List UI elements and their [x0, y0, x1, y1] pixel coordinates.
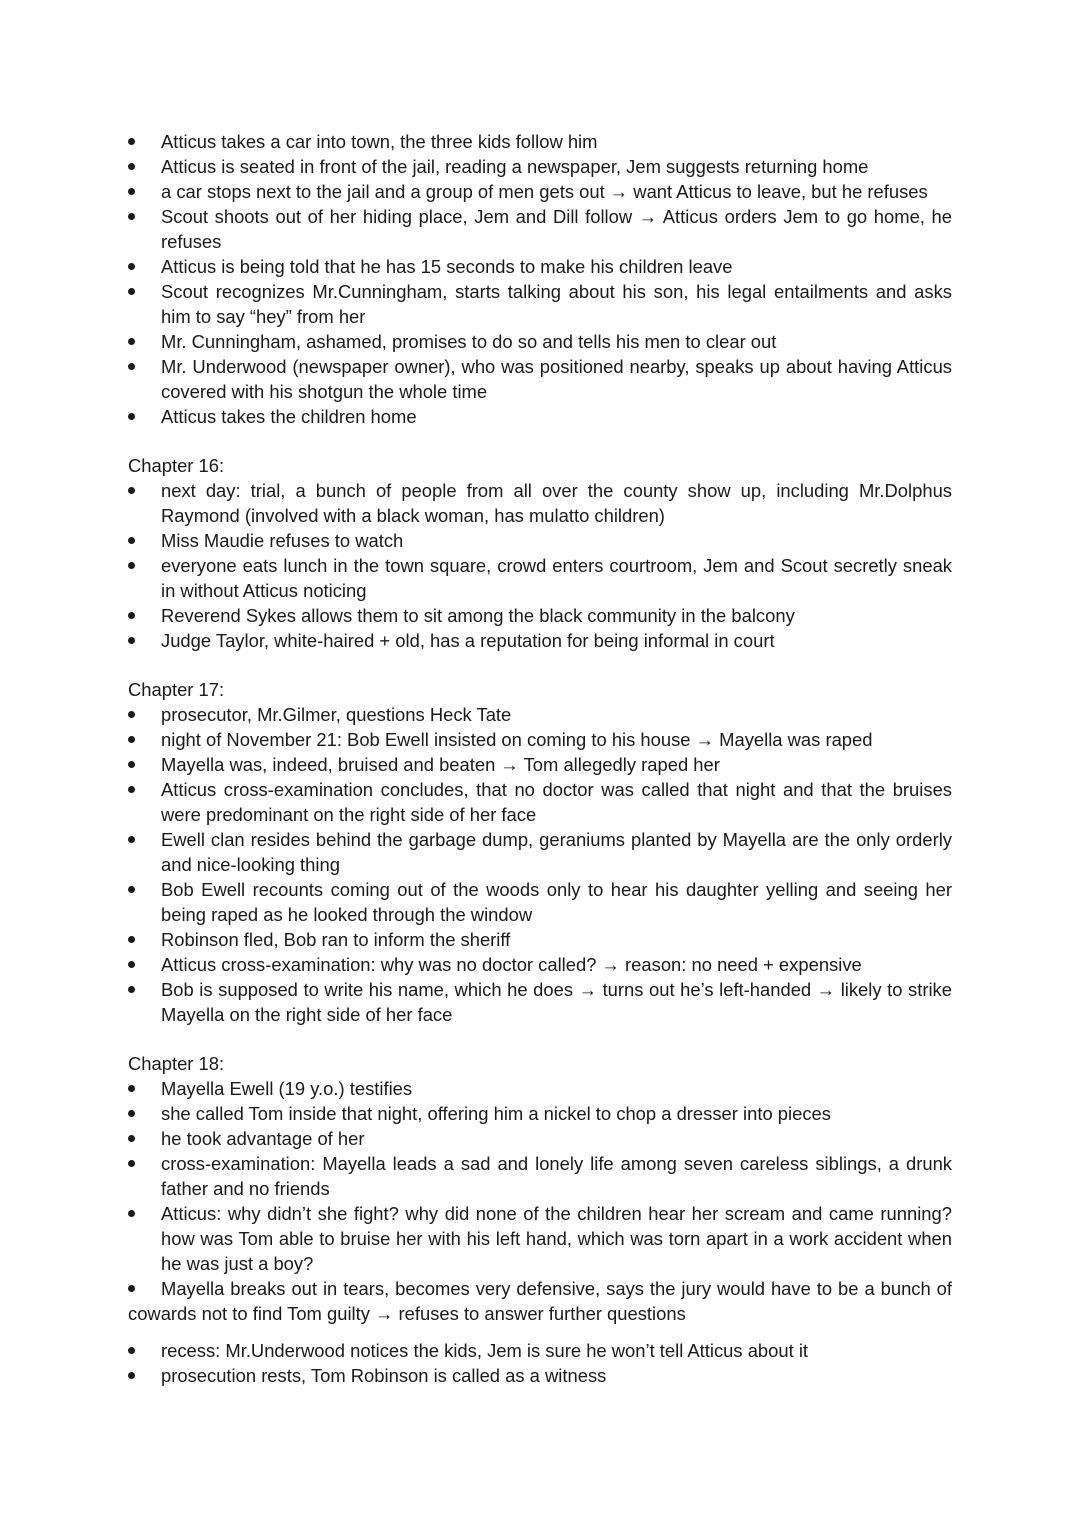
- bullet-icon: [128, 213, 135, 220]
- list-item: [0, 752, 1080, 777]
- list-item: [0, 603, 1080, 628]
- list-item: [0, 702, 1080, 727]
- section-chapter-17: [0, 677, 1080, 1027]
- list-item-text: prosecutor, Mr.Gilmer, questions Heck Tate: [161, 704, 512, 725]
- list-item-text: night of November 21: Bob Ewell insisted on coming to his house → Mayella was raped: [161, 729, 873, 750]
- bullet-icon: [128, 786, 135, 793]
- bullet-icon: [128, 1372, 135, 1379]
- list-item: [0, 154, 1080, 179]
- bullet-list: [0, 1076, 1080, 1326]
- spacer: [0, 429, 1080, 453]
- spacer: [0, 653, 1080, 677]
- bullet-list: [0, 1338, 1080, 1388]
- list-item-text: Atticus takes a car into town, the three kids follow him: [161, 131, 598, 152]
- section-chapter-16: [0, 453, 1080, 653]
- list-item: [0, 279, 1080, 329]
- list-item-text: Mayella was, indeed, bruised and beaten → Tom allegedly raped her: [161, 754, 720, 775]
- list-item: [0, 478, 1080, 528]
- bullet-icon: [128, 163, 135, 170]
- list-item-text: Mayella Ewell (19 y.o.) testifies: [161, 1078, 413, 1099]
- list-item: [0, 927, 1080, 952]
- list-item: [0, 204, 1080, 254]
- list-item-text: Atticus: why didn’t she fight? why did none of the children hear her scream and came running? how was Tom able to bruise her with his left hand, which was torn apart in a work accident when he was just a boy?: [161, 1203, 952, 1274]
- list-item-text: Reverend Sykes allows them to sit among the black community in the balcony: [161, 605, 795, 626]
- list-item: [0, 354, 1080, 404]
- bullet-icon: [128, 936, 135, 943]
- list-item: [0, 777, 1080, 827]
- list-item-text: Mayella breaks out in tears, becomes very defensive, says the jury would have to be a bunch of cowards not to find Tom guilty → refuses to answer further questions: [128, 1278, 952, 1324]
- bullet-icon: [128, 1160, 135, 1167]
- list-item: [0, 952, 1080, 977]
- bullet-icon: [128, 188, 135, 195]
- list-item: [0, 877, 1080, 927]
- bullet-icon: [128, 263, 135, 270]
- bullet-icon: [128, 487, 135, 494]
- bullet-icon: [128, 413, 135, 420]
- list-item: [0, 628, 1080, 653]
- list-item: [0, 329, 1080, 354]
- bullet-list: [0, 702, 1080, 1027]
- list-item-text: recess: Mr.Underwood notices the kids, Jem is sure he won’t tell Atticus about it: [161, 1340, 809, 1361]
- bullet-icon: [128, 1110, 135, 1117]
- list-item: [0, 1076, 1080, 1101]
- list-item-text: everyone eats lunch in the town square, crowd enters courtroom, Jem and Scout secretly sneak in without Atticus noticing: [161, 555, 952, 601]
- bullet-icon: [128, 1085, 135, 1092]
- list-item-text: Miss Maudie refuses to watch: [161, 530, 404, 551]
- chapter-heading: Chapter 18:: [128, 1053, 225, 1074]
- bullet-icon: [128, 961, 135, 968]
- bullet-icon: [128, 761, 135, 768]
- list-item-text: Atticus takes the children home: [161, 406, 417, 427]
- bullet-icon: [128, 338, 135, 345]
- bullet-icon: [128, 637, 135, 644]
- bullet-icon: [128, 1347, 135, 1354]
- chapter-heading: Chapter 16:: [128, 455, 225, 476]
- bullet-icon: [128, 612, 135, 619]
- bullet-list: [0, 478, 1080, 653]
- list-item: [0, 1126, 1080, 1151]
- bullet-icon: [128, 986, 135, 993]
- list-item: [0, 1201, 1080, 1276]
- bullet-icon: [128, 836, 135, 843]
- bullet-icon: [128, 1135, 135, 1142]
- bullet-icon: [128, 1285, 135, 1292]
- list-item-text: a car stops next to the jail and a group of men gets out → want Atticus to leave, but he refuses: [161, 181, 928, 202]
- list-item-text: Atticus cross-examination concludes, that no doctor was called that night and that the bruises were predominant on the right side of her face: [161, 779, 952, 825]
- list-item-hanging: [0, 1276, 1080, 1326]
- bullet-list: [0, 129, 1080, 429]
- list-item-text: he took advantage of her: [161, 1128, 365, 1149]
- bullet-icon: [128, 363, 135, 370]
- list-item: [0, 1101, 1080, 1126]
- bullet-icon: [128, 1210, 135, 1217]
- list-item: [0, 727, 1080, 752]
- list-item: [0, 179, 1080, 204]
- list-item-text: Bob Ewell recounts coming out of the woods only to hear his daughter yelling and seeing her being raped as he looked through the window: [161, 879, 952, 925]
- list-item: [0, 553, 1080, 603]
- list-item-text: Scout shoots out of her hiding place, Jem and Dill follow → Atticus orders Jem to go home, he refuses: [161, 206, 952, 252]
- list-item-text: Atticus is being told that he has 15 seconds to make his children leave: [161, 256, 733, 277]
- list-item-text: Atticus cross-examination: why was no doctor called? → reason: no need + expensive: [161, 954, 862, 975]
- section-intro: [0, 129, 1080, 429]
- document-page: [0, 129, 1080, 1388]
- list-item-text: cross-examination: Mayella leads a sad and lonely life among seven careless siblings, a drunk father and no friends: [161, 1153, 952, 1199]
- list-item: [0, 827, 1080, 877]
- spacer: [0, 1326, 1080, 1338]
- bullet-icon: [128, 736, 135, 743]
- spacer: [0, 1027, 1080, 1051]
- list-item-text: Mr. Underwood (newspaper owner), who was positioned nearby, speaks up about having Atticus covered with his shotgun the whole time: [161, 356, 952, 402]
- list-item-text: Mr. Cunningham, ashamed, promises to do so and tells his men to clear out: [161, 331, 777, 352]
- section-chapter-18: [0, 1051, 1080, 1388]
- list-item-text: Scout recognizes Mr.Cunningham, starts talking about his son, his legal entailments and asks him to say “hey” from her: [161, 281, 952, 327]
- list-item-text: Bob is supposed to write his name, which he does → turns out he’s left-handed → likely to strike Mayella on the right side of her face: [161, 979, 952, 1025]
- bullet-icon: [128, 288, 135, 295]
- bullet-icon: [128, 138, 135, 145]
- list-item-text: Robinson fled, Bob ran to inform the sheriff: [161, 929, 511, 950]
- bullet-icon: [128, 886, 135, 893]
- list-item: [0, 1151, 1080, 1201]
- list-item-text: she called Tom inside that night, offering him a nickel to chop a dresser into pieces: [161, 1103, 831, 1124]
- list-item: [0, 528, 1080, 553]
- list-item: [0, 1363, 1080, 1388]
- list-item: [0, 1338, 1080, 1363]
- list-item-text: prosecution rests, Tom Robinson is called as a witness: [161, 1365, 607, 1386]
- list-item-text: Judge Taylor, white-haired + old, has a reputation for being informal in court: [161, 630, 775, 651]
- list-item: [0, 254, 1080, 279]
- list-item: [0, 404, 1080, 429]
- list-item: [0, 129, 1080, 154]
- list-item-text: Atticus is seated in front of the jail, reading a newspaper, Jem suggests returning home: [161, 156, 869, 177]
- chapter-heading: Chapter 17:: [128, 679, 225, 700]
- list-item-text: next day: trial, a bunch of people from all over the county show up, including Mr.Dolphus Raymond (involved with a black woman, has mulatto children): [161, 480, 952, 526]
- list-item-text: Ewell clan resides behind the garbage dump, geraniums planted by Mayella are the only orderly and nice-looking thing: [161, 829, 952, 875]
- bullet-icon: [128, 537, 135, 544]
- bullet-icon: [128, 711, 135, 718]
- list-item: [0, 977, 1080, 1027]
- bullet-icon: [128, 562, 135, 569]
